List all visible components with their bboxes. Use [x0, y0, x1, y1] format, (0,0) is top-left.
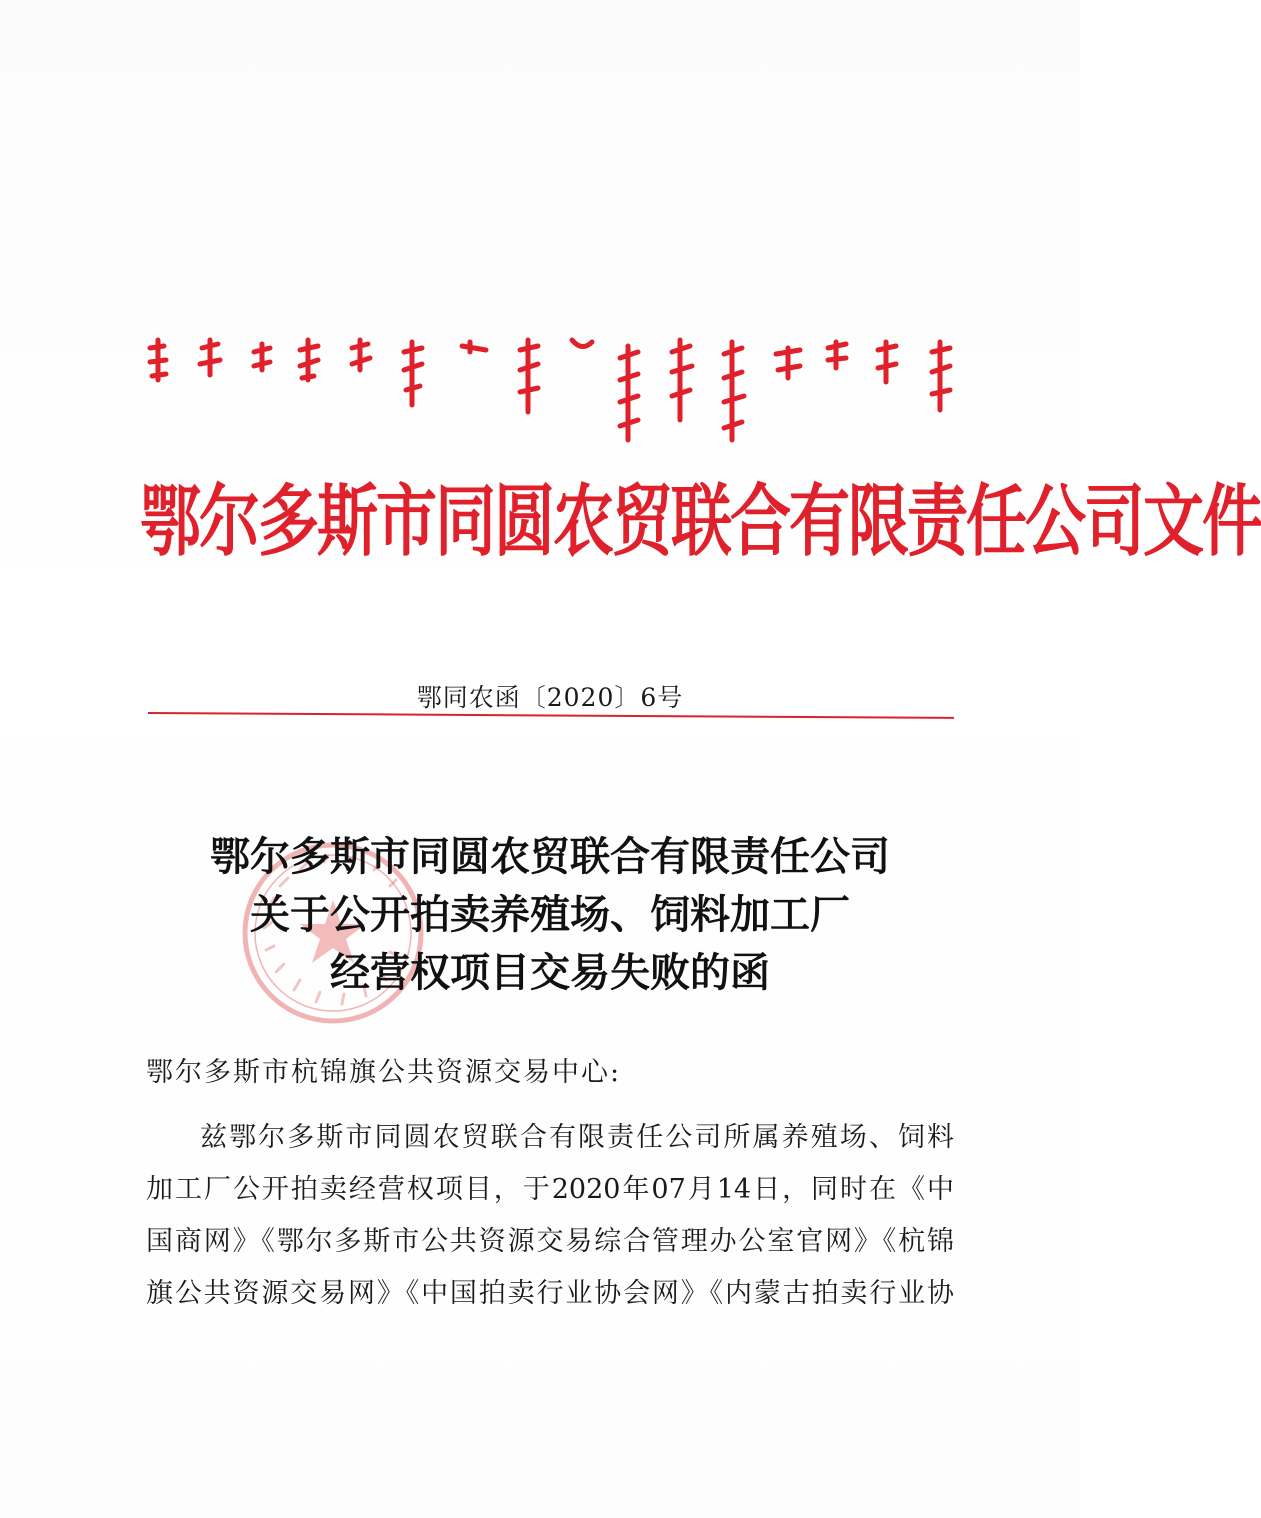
body-line: 加工厂公开拍卖经营权项目，于2020年07月14日，同时在《中: [146, 1174, 954, 1205]
mongolian-script-icon: [140, 330, 960, 450]
body-line: 国商网》《鄂尔多斯市公共资源交易综合管理办公室官网》《杭锦: [146, 1226, 954, 1257]
letter-title-line-3: 经营权项目交易失败的函: [330, 950, 770, 996]
recipient-line: 鄂尔多斯市杭锦旗公共资源交易中心:: [146, 1057, 622, 1088]
body-line: 旗公共资源交易网》《中国拍卖行业协会网》《内蒙古拍卖行业协: [146, 1278, 954, 1309]
org-document-title: 鄂尔多斯市同圆农贸联合有限责任公司文件: [140, 476, 1261, 568]
document-number: 鄂同农函〔2020〕6号: [416, 683, 684, 712]
body-line: 兹鄂尔多斯市同圆农贸联合有限责任公司所属养殖场、饲料: [200, 1122, 954, 1153]
letter-body: [146, 1112, 954, 1320]
letter-title: [140, 828, 960, 1002]
letter-title-line-1: 鄂尔多斯市同圆农贸联合有限责任公司: [210, 834, 890, 880]
letter-title-line-2: 关于公开拍卖养殖场、饲料加工厂: [250, 892, 850, 938]
